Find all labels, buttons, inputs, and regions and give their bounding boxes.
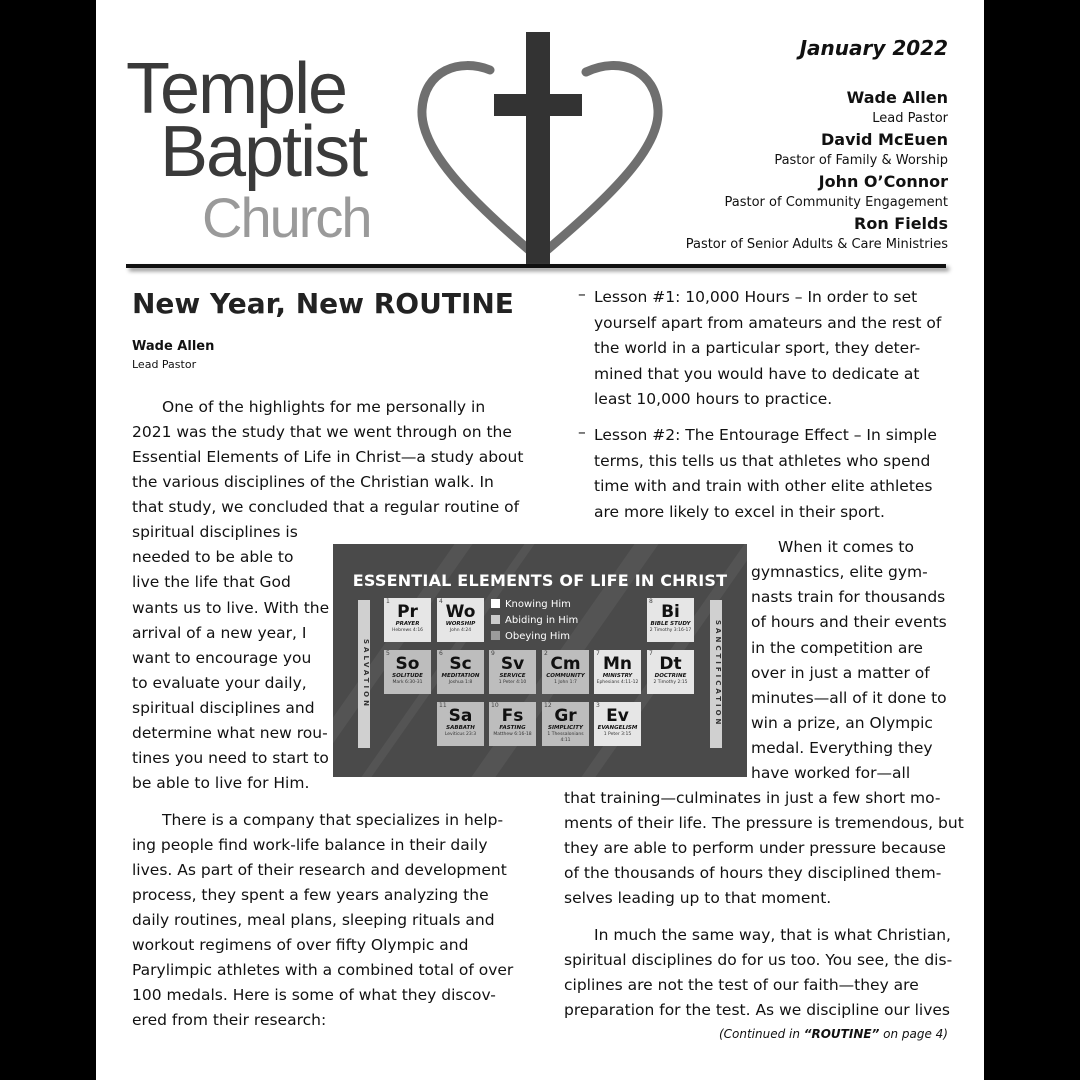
text-line: be able to live for Him. <box>132 774 310 792</box>
element-word: COMMUNITY <box>546 673 585 679</box>
article-author-title: Lead Pastor <box>132 358 197 371</box>
element-word: BIBLE STUDY <box>650 621 691 627</box>
staff-name: David McEuen <box>821 130 948 149</box>
text-line: mined that you would have to dedicate at <box>594 364 920 383</box>
element-reference: 2 Timothy 3:16-17 <box>649 628 692 633</box>
staff-name: Wade Allen <box>846 88 948 107</box>
continued-prefix: (Continued in <box>718 1027 804 1041</box>
element-reference: 1 Peter 3:15 <box>603 732 632 737</box>
text-line: There is a company that specializes in help- <box>162 811 504 829</box>
element-reference: Ephesians 4:11-12 <box>596 680 639 685</box>
text-line: over in just a matter of <box>751 664 930 682</box>
staff-name: John O’Connor <box>818 172 948 191</box>
text-line: 100 medals. Here is some of what they discov- <box>132 986 496 1004</box>
element-fasting <box>489 702 536 746</box>
element-reference: 1 Thessalonians 4:11 <box>547 732 584 743</box>
text-line: wants us to live. With the <box>132 599 330 617</box>
staff-title: Pastor of Senior Adults & Care Ministries <box>685 237 948 252</box>
text-line: that study, we concluded that a regular routine of <box>132 498 520 516</box>
continued-word: “ROUTINE” <box>803 1027 880 1041</box>
element-doctrine <box>647 650 694 694</box>
element-symbol: Pr <box>397 602 418 622</box>
text-line: ciplines are not the test of our faith—they are <box>564 976 919 994</box>
text-line: want to encourage you <box>132 649 312 667</box>
text-line: Lesson #2: The Entourage Effect – In simple <box>594 426 937 444</box>
element-prayer <box>384 598 431 642</box>
element-reference: 1 Peter 4:10 <box>498 680 527 685</box>
text-line: needed to be able to <box>132 548 294 566</box>
element-symbol: Gr <box>554 706 577 726</box>
element-symbol: So <box>395 654 420 674</box>
element-symbol: Bi <box>661 602 680 622</box>
text-line: process, they spent a few years analyzing the <box>132 886 489 904</box>
element-service <box>489 650 536 694</box>
element-word: DOCTRINE <box>654 673 687 679</box>
text-line: Lesson #1: 10,000 Hours – In order to set <box>594 288 918 306</box>
article-author: Wade Allen <box>132 339 215 354</box>
text-line: gymnastics, elite gym- <box>751 563 928 581</box>
element-word: SOLITUDE <box>392 673 423 679</box>
legend-item <box>491 631 570 642</box>
text-line: minutes—all of it done to <box>751 689 947 707</box>
element-symbol: Fs <box>501 706 524 726</box>
continued-suffix: on page 4) <box>879 1027 948 1041</box>
element-simplicity <box>542 702 589 746</box>
legend-swatch <box>491 599 500 608</box>
element-reference: Leviticus 23:3 <box>444 732 477 737</box>
continued-note <box>719 1027 948 1041</box>
element-symbol: Sa <box>448 706 473 726</box>
logo-word-baptist: Baptist <box>160 112 367 192</box>
element-reference: 1 John 1:7 <box>554 680 577 685</box>
element-number: 9 <box>491 650 495 657</box>
element-symbol: Ev <box>606 706 629 726</box>
text-line: the various disciplines of the Christian walk. In <box>132 473 494 491</box>
element-ministry <box>594 650 641 694</box>
text-line: spiritual disciplines is <box>132 523 298 541</box>
element-number: 10 <box>491 702 499 709</box>
element-number: 8 <box>649 598 653 605</box>
logo-word-church: Church <box>202 186 371 249</box>
element-word: FASTING <box>499 725 526 731</box>
element-word: SABBATH <box>446 725 475 731</box>
text-line: yourself apart from amateurs and the rest of <box>594 313 942 332</box>
element-number: 11 <box>439 702 447 709</box>
element-number: 2 <box>544 650 548 657</box>
text-line: terms, this tells us that athletes who spend <box>594 451 931 470</box>
lesson-1 <box>594 285 941 413</box>
element-word: MEDITATION <box>441 673 480 679</box>
newsletter-page <box>96 0 984 1080</box>
element-symbol: Sv <box>500 654 525 674</box>
element-number: 6 <box>439 650 443 657</box>
legend-label: Knowing Him <box>505 599 571 610</box>
element-bible-study <box>647 598 694 642</box>
element-reference: 2 Timothy 2:15 <box>653 680 688 685</box>
element-word: SERVICE <box>499 673 526 679</box>
header-divider <box>126 264 946 268</box>
element-number: 3 <box>596 702 600 709</box>
legend-swatch <box>491 615 500 624</box>
bullet-dash: – <box>578 285 586 303</box>
element-reference: John 4:24 <box>449 628 472 633</box>
article-title: New Year, New ROUTINE <box>132 287 514 320</box>
text-line: medal. Everything they <box>751 739 933 757</box>
text-line: they are able to perform under pressure because <box>564 839 946 857</box>
heart-cross-logo-icon <box>410 30 672 270</box>
element-reference: Mark 6:30-31 <box>392 680 423 685</box>
salvation-bar: SALVATION <box>358 600 370 748</box>
legend-item <box>491 599 571 610</box>
text-line: Parylimpic athletes with a combined total of over <box>132 961 514 979</box>
element-word: SIMPLICITY <box>548 725 583 731</box>
text-line: are more likely to excel in their sport. <box>594 502 885 521</box>
element-reference: Matthew 6:16-18 <box>493 732 532 737</box>
text-line: Essential Elements of Life in Christ—a study about <box>132 448 524 466</box>
element-symbol: Dt <box>659 654 682 674</box>
text-line: live the life that God <box>132 573 291 591</box>
text-line: determine what new rou- <box>132 724 328 742</box>
logo-word-temple: Temple <box>126 49 347 129</box>
issue-date: January 2022 <box>799 36 948 60</box>
element-number: 12 <box>544 702 552 709</box>
staff-title: Pastor of Family & Worship <box>774 153 948 168</box>
element-community <box>542 650 589 694</box>
element-number: 7 <box>596 650 600 657</box>
text-line: nasts train for thousands <box>751 588 946 606</box>
element-word: EVANGELISM <box>597 725 638 731</box>
text-line: ments of their life. The pressure is tremendous, but <box>564 814 964 832</box>
text-line: When it comes to <box>778 538 914 556</box>
legend-label: Abiding in Him <box>505 615 579 626</box>
text-line: tines you need to start to <box>132 749 329 767</box>
element-symbol: Wo <box>445 602 476 622</box>
text-line: win a prize, an Olympic <box>751 714 933 732</box>
text-line: time with and train with other elite athletes <box>594 477 933 495</box>
essential-elements-graphic <box>333 544 747 777</box>
text-line: in the competition are <box>751 639 923 657</box>
element-number: 1 <box>386 598 390 605</box>
text-line: the world in a particular sport, they deter- <box>594 339 921 357</box>
bullet-dash: – <box>578 423 586 441</box>
element-reference: Hebrews 4:16 <box>391 628 424 633</box>
staff-title: Lead Pastor <box>872 111 948 126</box>
staff-list <box>686 88 948 256</box>
text-line: ered from their research: <box>132 1011 327 1029</box>
text-line: of the thousands of hours they disciplined them- <box>564 864 942 882</box>
element-meditation <box>437 650 484 694</box>
element-word: PRAYER <box>395 621 420 627</box>
text-line: selves leading up to that moment. <box>564 889 832 907</box>
staff-name: Ron Fields <box>854 214 948 233</box>
graphic-title: ESSENTIAL ELEMENTS OF LIFE IN CHRIST <box>352 571 728 590</box>
text-line: have worked for—all <box>751 764 911 782</box>
element-symbol: Mn <box>602 654 633 674</box>
element-solitude <box>384 650 431 694</box>
text-line: lives. As part of their research and development <box>132 861 507 879</box>
text-line: ing people find work-life balance in their daily <box>132 836 488 854</box>
text-line: to evaluate your daily, <box>132 674 307 692</box>
element-word: MINISTRY <box>602 673 633 679</box>
text-line: arrival of a new year, I <box>132 624 307 642</box>
text-line: 2021 was the study that we went through on the <box>132 423 512 441</box>
element-evangelism <box>594 702 641 746</box>
lesson-2 <box>594 423 937 525</box>
element-worship <box>437 598 484 642</box>
text-line: least 10,000 hours to practice. <box>594 390 833 408</box>
element-word: WORSHIP <box>445 621 476 627</box>
text-line: of hours and their events <box>751 613 947 631</box>
text-line: daily routines, meal plans, sleeping rituals and <box>132 911 495 929</box>
element-reference: Joshua 1:8 <box>448 680 473 685</box>
text-line: workout regimens of over fifty Olympic and <box>132 936 469 954</box>
element-sabbath <box>437 702 484 746</box>
sanctification-bar: SANCTIFICATION <box>710 600 722 748</box>
legend-swatch <box>491 631 500 640</box>
element-symbol: Cm <box>550 654 581 674</box>
staff-title: Pastor of Community Engagement <box>724 195 948 210</box>
element-symbol: Sc <box>449 654 472 674</box>
text-line: that training—culminates in just a few short mo- <box>564 789 941 807</box>
text-line: spiritual disciplines and <box>132 699 315 717</box>
legend-label: Obeying Him <box>505 631 570 642</box>
element-number: 4 <box>439 598 443 605</box>
text-line: In much the same way, that is what Christian, <box>594 926 951 944</box>
text-line: preparation for the test. As we discipline our lives <box>564 1001 950 1019</box>
text-line: spiritual disciplines do for us too. You see, the dis- <box>564 951 953 969</box>
element-number: 5 <box>386 650 390 657</box>
legend-item <box>491 615 578 626</box>
element-number: 7 <box>649 650 653 657</box>
text-line: One of the highlights for me personally in <box>162 398 486 416</box>
